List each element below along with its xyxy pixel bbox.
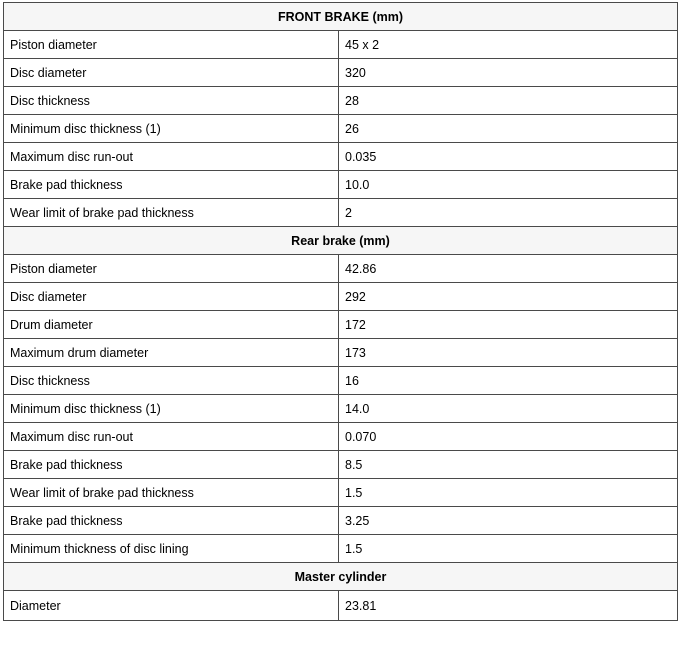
table-row (4, 31, 678, 59)
spec-value: 2 (339, 199, 678, 227)
table-row (4, 199, 678, 227)
spec-label: Brake pad thickness (4, 507, 339, 535)
spec-value: 28 (339, 87, 678, 115)
table-row (4, 59, 678, 87)
spec-value: 0.035 (339, 143, 678, 171)
brake-specifications-table (3, 2, 678, 621)
spec-value: 26 (339, 115, 678, 143)
table-row (4, 171, 678, 199)
spec-value: 14.0 (339, 395, 678, 423)
table-row (4, 479, 678, 507)
table-row (4, 507, 678, 535)
spec-value: 172 (339, 311, 678, 339)
spec-label: Minimum disc thickness (1) (4, 115, 339, 143)
section-header-row (4, 563, 678, 591)
table-row (4, 255, 678, 283)
spec-value: 16 (339, 367, 678, 395)
spec-label: Maximum disc run-out (4, 143, 339, 171)
spec-label: Piston diameter (4, 255, 339, 283)
table-row (4, 339, 678, 367)
table-row (4, 591, 678, 621)
spec-value: 320 (339, 59, 678, 87)
section-title-front-brake: FRONT BRAKE (mm) (4, 3, 678, 31)
section-header-row (4, 3, 678, 31)
table-row (4, 87, 678, 115)
section-title-master-cylinder: Master cylinder (4, 563, 678, 591)
table-row (4, 451, 678, 479)
table-row (4, 143, 678, 171)
table-row (4, 311, 678, 339)
spec-label: Diameter (4, 591, 339, 621)
section-header-row (4, 227, 678, 255)
spec-value: 1.5 (339, 479, 678, 507)
section-title-rear-brake: Rear brake (mm) (4, 227, 678, 255)
spec-value: 0.070 (339, 423, 678, 451)
table-row (4, 423, 678, 451)
spec-value: 23.81 (339, 591, 678, 621)
spec-label: Brake pad thickness (4, 451, 339, 479)
spec-label: Minimum thickness of disc lining (4, 535, 339, 563)
spec-label: Drum diameter (4, 311, 339, 339)
spec-label: Disc diameter (4, 59, 339, 87)
spec-label: Brake pad thickness (4, 171, 339, 199)
spec-label: Maximum disc run-out (4, 423, 339, 451)
table-row (4, 367, 678, 395)
spec-value: 173 (339, 339, 678, 367)
spec-value: 3.25 (339, 507, 678, 535)
spec-label: Wear limit of brake pad thickness (4, 199, 339, 227)
spec-label: Disc diameter (4, 283, 339, 311)
spec-value: 10.0 (339, 171, 678, 199)
table-row (4, 395, 678, 423)
spec-label: Disc thickness (4, 367, 339, 395)
spec-value: 1.5 (339, 535, 678, 563)
spec-value: 8.5 (339, 451, 678, 479)
spec-value: 292 (339, 283, 678, 311)
spec-label: Disc thickness (4, 87, 339, 115)
table-row (4, 283, 678, 311)
spec-label: Wear limit of brake pad thickness (4, 479, 339, 507)
spec-label: Maximum drum diameter (4, 339, 339, 367)
table-row (4, 115, 678, 143)
spec-label: Piston diameter (4, 31, 339, 59)
spec-label: Minimum disc thickness (1) (4, 395, 339, 423)
spec-value: 42.86 (339, 255, 678, 283)
table-row (4, 535, 678, 563)
spec-value: 45 x 2 (339, 31, 678, 59)
